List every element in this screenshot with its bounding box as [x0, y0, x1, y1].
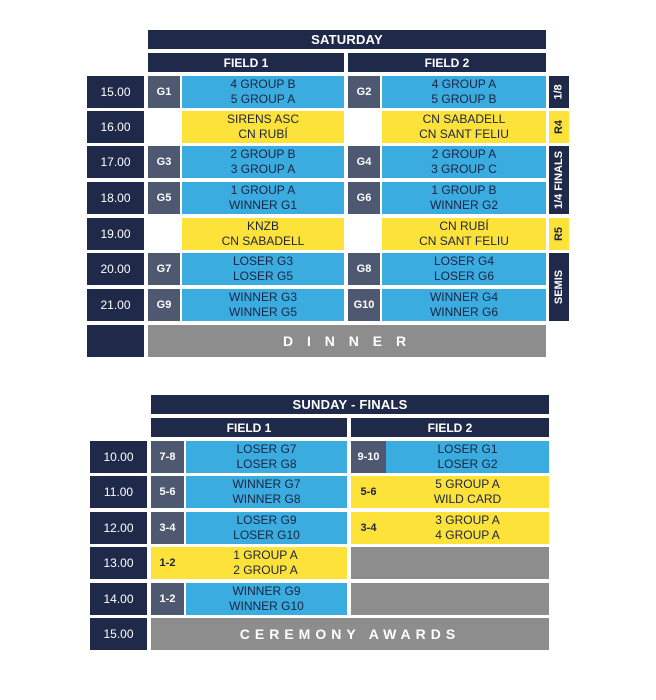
round-label: 1/8 — [549, 76, 569, 108]
placement-label: 3-4 — [351, 512, 386, 544]
match-code: G2 — [348, 76, 380, 108]
match-cell: LOSER G7 LOSER G8 — [186, 441, 347, 473]
round-label: SEMIS — [549, 253, 569, 321]
empty-slot — [351, 583, 549, 615]
match-code: G9 — [148, 289, 180, 321]
match-cell: LOSER G1 LOSER G2 — [386, 441, 549, 473]
match-cell: 2 GROUP A 3 GROUP C — [382, 146, 546, 178]
dinner-banner: D I N N E R — [148, 325, 546, 357]
time-cell: 11.00 — [90, 476, 147, 508]
time-cell: 18.00 — [87, 182, 144, 214]
match-code: G8 — [348, 253, 380, 285]
match-cell: 1 GROUP A 2 GROUP A — [184, 547, 347, 579]
match-code: G10 — [348, 289, 380, 321]
empty-slot — [351, 547, 549, 579]
match-cell: LOSER G9 LOSER G10 — [186, 512, 347, 544]
match-code: G1 — [148, 76, 180, 108]
match-cell: 4 GROUP B 5 GROUP A — [182, 76, 344, 108]
match-cell: LOSER G4 LOSER G6 — [382, 253, 546, 285]
time-cell: 10.00 — [90, 441, 147, 473]
time-cell: 20.00 — [87, 253, 144, 285]
match-code: G6 — [348, 182, 380, 214]
match-cell: LOSER G3 LOSER G5 — [182, 253, 344, 285]
time-cell: 21.00 — [87, 289, 144, 321]
match-code: G3 — [148, 146, 180, 178]
time-cell: 13.00 — [90, 547, 147, 579]
placement-label: 9-10 — [351, 441, 386, 473]
match-cell: WINNER G3 WINNER G5 — [182, 289, 344, 321]
match-cell: 4 GROUP A 5 GROUP B — [382, 76, 546, 108]
ceremony-banner: CEREMONY AWARDS — [151, 618, 549, 650]
sunday-field1-header: FIELD 1 — [151, 418, 347, 437]
match-code: G4 — [348, 146, 380, 178]
time-cell: 17.00 — [87, 146, 144, 178]
match-cell: 1 GROUP B WINNER G2 — [382, 182, 546, 214]
time-cell: 15.00 — [87, 76, 144, 108]
time-cell: 19.00 — [87, 218, 144, 250]
saturday-field1-header: FIELD 1 — [148, 53, 344, 72]
placement-label: 7-8 — [151, 441, 184, 473]
match-cell: 2 GROUP B 3 GROUP A — [182, 146, 344, 178]
round-label: R4 — [549, 111, 569, 143]
match-code: G7 — [148, 253, 180, 285]
placement-label: 1-2 — [151, 547, 184, 579]
match-cell: SIRENS ASC CN RUBÍ — [182, 111, 344, 143]
match-cell: 3 GROUP A 4 GROUP A — [386, 512, 549, 544]
match-cell: KNZB CN SABADELL — [182, 218, 344, 250]
time-cell: 16.00 — [87, 111, 144, 143]
time-cell: 15.00 — [90, 618, 147, 650]
match-cell: WINNER G9 WINNER G10 — [186, 583, 347, 615]
match-cell: CN SABADELL CN SANT FELIU — [382, 111, 546, 143]
saturday-field2-header: FIELD 2 — [348, 53, 546, 72]
placement-label: 5-6 — [151, 476, 184, 508]
time-cell-empty — [87, 325, 144, 357]
match-code: G5 — [148, 182, 180, 214]
sunday-field2-header: FIELD 2 — [351, 418, 549, 437]
placement-label: 1-2 — [151, 583, 184, 615]
sunday-title: SUNDAY - FINALS — [151, 395, 549, 414]
match-cell: CN RUBÍ CN SANT FELIU — [382, 218, 546, 250]
saturday-title: SATURDAY — [148, 30, 546, 49]
match-cell: WINNER G4 WINNER G6 — [382, 289, 546, 321]
time-cell: 12.00 — [90, 512, 147, 544]
round-label: R5 — [549, 218, 569, 250]
match-cell: 5 GROUP A WILD CARD — [386, 476, 549, 508]
round-label: 1/4 FINALS — [549, 146, 569, 214]
placement-label: 3-4 — [151, 512, 184, 544]
match-cell: 1 GROUP A WINNER G1 — [182, 182, 344, 214]
placement-label: 5-6 — [351, 476, 386, 508]
match-cell: WINNER G7 WINNER G8 — [186, 476, 347, 508]
time-cell: 14.00 — [90, 583, 147, 615]
